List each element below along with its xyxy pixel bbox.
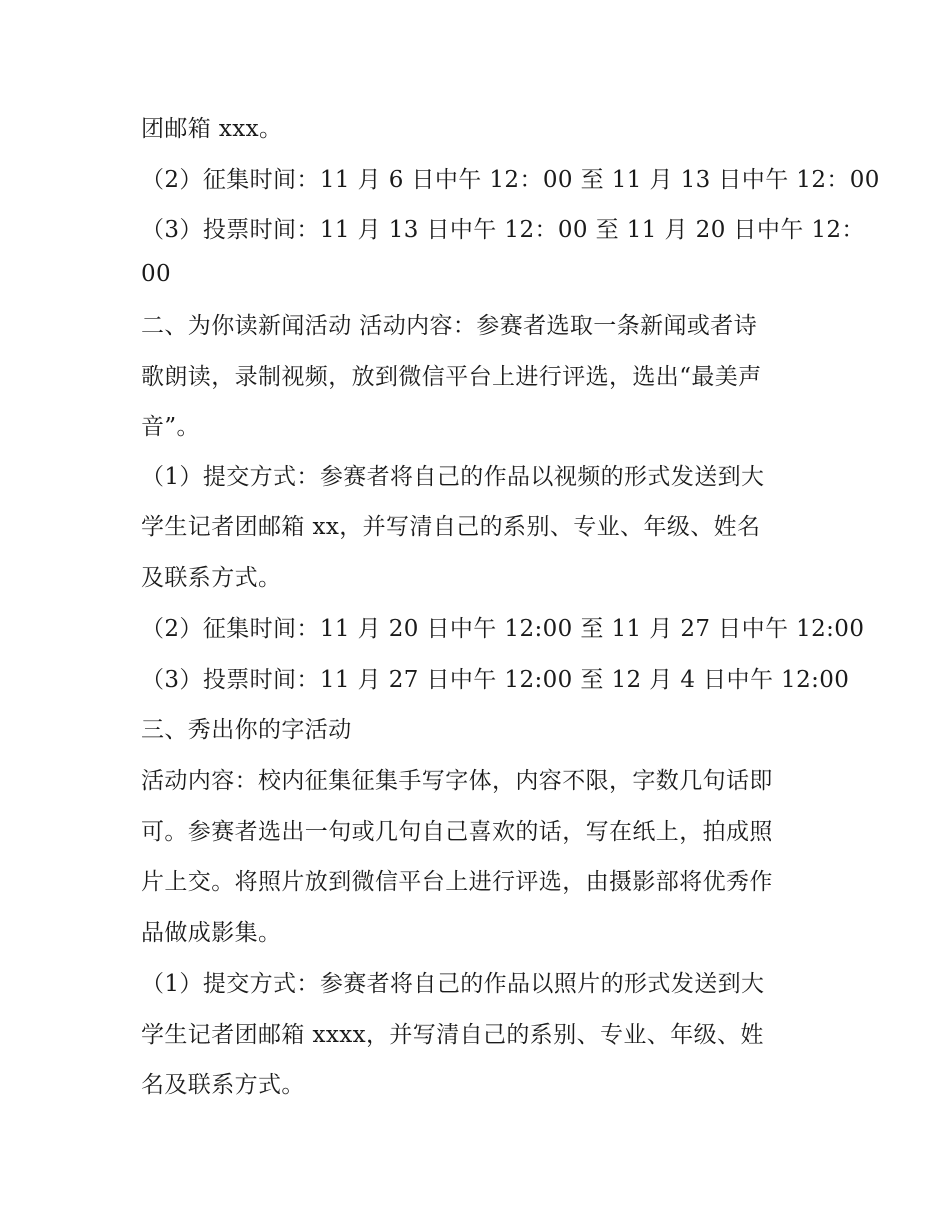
text-line: 及联系方式。 xyxy=(141,565,282,591)
text-line: （3）投票时间：11 月 13 日中午 12：00 至 11 月 20 日中午 12： xyxy=(141,217,865,243)
text-line: 学生记者团邮箱 xxxx，并写清自己的系别、专业、年级、姓 xyxy=(141,1022,764,1048)
text-line: （1）提交方式：参赛者将自己的作品以照片的形式发送到大 xyxy=(141,971,765,997)
text-line: （2）征集时间：11 月 20 日中午 12:00 至 11 月 27 日中午 12:00 xyxy=(141,616,865,642)
text-line: 片上交。将照片放到微信平台上进行评选，由摄影部将优秀作 xyxy=(141,869,773,895)
text-line: 可。参赛者选出一句或几句自己喜欢的话，写在纸上，拍成照 xyxy=(141,819,773,845)
section-heading: 二、为你读新闻活动 活动内容：参赛者选取一条新闻或者诗 xyxy=(141,313,758,339)
text-line: 活动内容：校内征集征集手写字体，内容不限，字数几句话即 xyxy=(141,768,773,794)
text-line: 歌朗读，录制视频，放到微信平台上进行评选，选出“最美声 xyxy=(141,364,762,390)
text-line: 名及联系方式。 xyxy=(141,1072,305,1098)
text-line: 00 xyxy=(141,261,172,287)
text-line: 学生记者团邮箱 xx，并写清自己的系别、专业、年级、姓名 xyxy=(141,514,761,540)
section-heading: 三、秀出你的字活动 xyxy=(141,717,352,743)
text-line: （3）投票时间：11 月 27 日中午 12:00 至 12 月 4 日中午 12:00 xyxy=(141,667,850,693)
text-line: （1）提交方式：参赛者将自己的作品以视频的形式发送到大 xyxy=(141,464,765,490)
text-line: 音”。 xyxy=(141,414,200,440)
text-line: 品做成影集。 xyxy=(141,920,282,946)
text-line: （2）征集时间：11 月 6 日中午 12：00 至 11 月 13 日中午 12：00 xyxy=(141,167,880,193)
text-line: 团邮箱 xxx。 xyxy=(141,116,283,142)
